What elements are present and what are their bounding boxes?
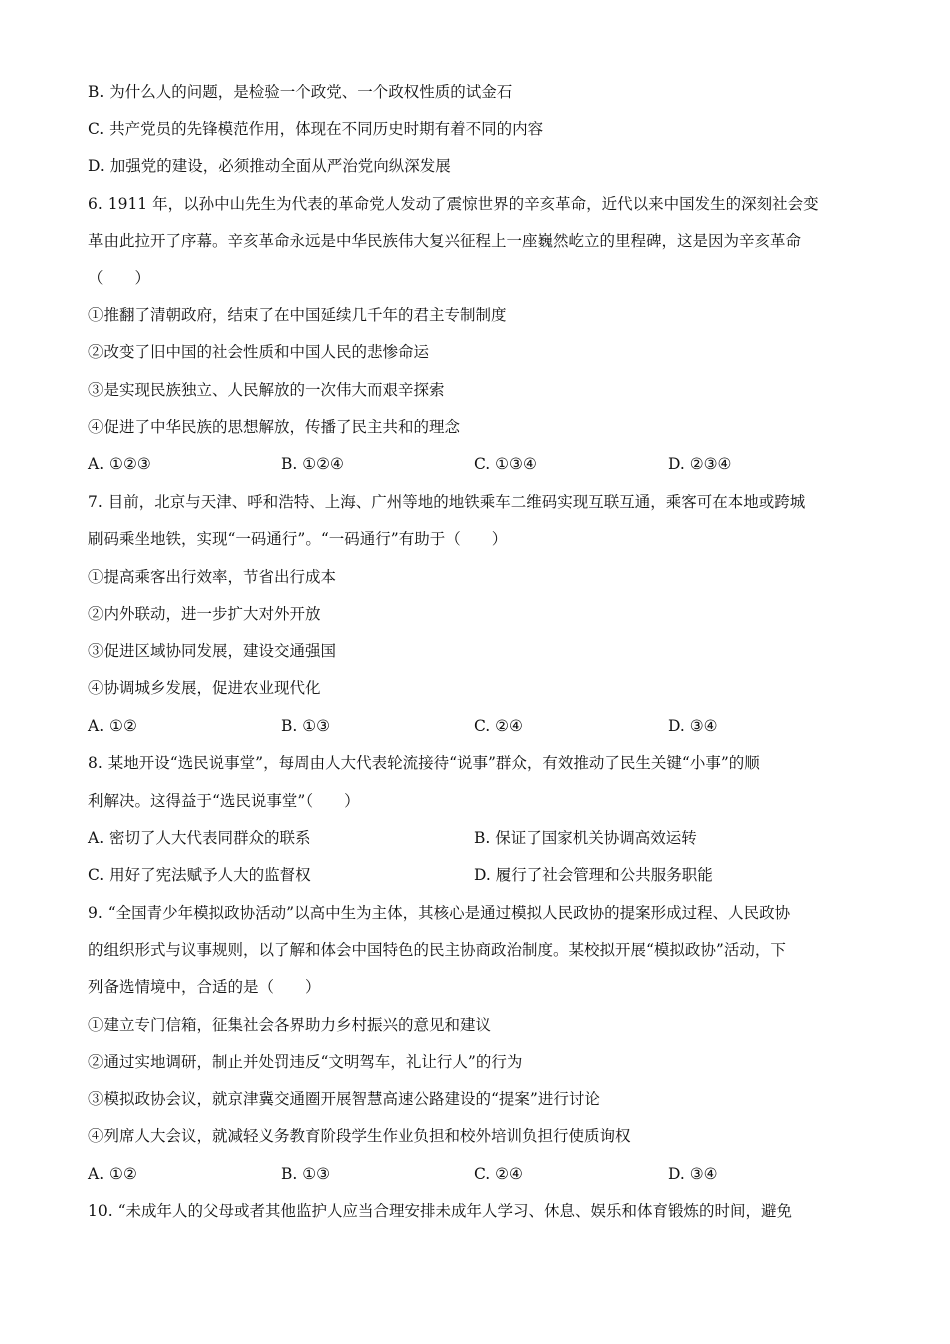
q10-stem-line-1: 10. “未成年人的父母或者其他监护人应当合理安排未成年人学习、休息、娱乐和体育锻炼的时间，避免 [88, 1202, 793, 1220]
q9-option-a: A. ①② [88, 1165, 137, 1183]
q9-option-c: C. ②④ [474, 1165, 523, 1183]
q7-option-a: A. ①② [88, 717, 137, 735]
q6-option-b: B. ①②④ [281, 455, 344, 473]
q5-option-b: B. 为什么人的问题，是检验一个政党、一个政权性质的试金石 [88, 83, 513, 101]
q8-option-d: D. 履行了社会管理和公共服务职能 [474, 866, 713, 884]
q7-option-d: D. ③④ [668, 717, 718, 735]
q9-statement-4: ④列席人大会议，就减轻义务教育阶段学生作业负担和校外培训负担行使质询权 [88, 1127, 631, 1145]
q5-option-d: D. 加强党的建设，必须推动全面从严治党向纵深发展 [88, 157, 451, 175]
q6-statement-4: ④促进了中华民族的思想解放，传播了民主共和的理念 [88, 418, 461, 436]
q6-option-a: A. ①②③ [88, 455, 151, 473]
q7-option-b: B. ①③ [281, 717, 331, 735]
q6-statement-2: ②改变了旧中国的社会性质和中国人民的悲惨命运 [88, 343, 430, 361]
q9-statement-3: ③模拟政协会议，就京津冀交通圈开展智慧高速公路建设的“提案”进行讨论 [88, 1090, 600, 1108]
q5-option-c: C. 共产党员的先锋模范作用，体现在不同历史时期有着不同的内容 [88, 120, 544, 138]
q8-option-a: A. 密切了人大代表同群众的联系 [88, 829, 311, 847]
q9-stem-line-2: 的组织形式与议事规则，以了解和体会中国特色的民主协商政治制度。某校拟开展“模拟政协”活动，下 [88, 941, 786, 959]
q6-stem-line-2: 革由此拉开了序幕。辛亥革命永远是中华民族伟大复兴征程上一座巍然屹立的里程碑，这是因为辛亥革命 [88, 232, 802, 250]
q8-stem-line-1: 8. 某地开设“选民说事堂”，每周由人大代表轮流接待“说事”群众，有效推动了民生关键“小事”的顺 [88, 754, 760, 772]
q6-statement-1: ①推翻了清朝政府，结束了在中国延续几千年的君主专制制度 [88, 306, 507, 324]
q9-option-d: D. ③④ [668, 1165, 718, 1183]
q7-statement-4: ④协调城乡发展，促进农业现代化 [88, 679, 321, 697]
q6-stem-line-1: 6. 1911 年，以孙中山先生为代表的革命党人发动了震惊世界的辛亥革命，近代以来中国发生的深刻社会变 [88, 195, 819, 213]
q7-stem-line-2: 刷码乘坐地铁，实现“一码通行”。“一码通行”有助于（ ） [88, 530, 508, 548]
q8-option-b: B. 保证了国家机关协调高效运转 [474, 829, 697, 847]
q8-stem-line-2: 利解决。这得益于“选民说事堂”（ ） [88, 792, 360, 810]
q9-stem-line-1: 9. “全国青少年模拟政协活动”以高中生为主体，其核心是通过模拟人民政协的提案形成过程、人民政协 [88, 904, 791, 922]
q7-stem-line-1: 7. 目前，北京与天津、呼和浩特、上海、广州等地的地铁乘车二维码实现互联互通，乘客可在本地或跨城 [88, 493, 806, 511]
q6-option-d: D. ②③④ [668, 455, 732, 473]
q9-statement-2: ②通过实地调研，制止并处罚违反“文明驾车，礼让行人”的行为 [88, 1053, 523, 1071]
q7-statement-2: ②内外联动，进一步扩大对外开放 [88, 605, 321, 623]
q6-stem-line-3: （ ） [88, 269, 151, 287]
q8-option-c: C. 用好了宪法赋予人大的监督权 [88, 866, 311, 884]
q9-option-b: B. ①③ [281, 1165, 331, 1183]
q6-statement-3: ③是实现民族独立、人民解放的一次伟大而艰辛探索 [88, 381, 445, 399]
q7-option-c: C. ②④ [474, 717, 523, 735]
q9-stem-line-3: 列备选情境中，合适的是（ ） [88, 978, 321, 996]
q7-statement-1: ①提高乘客出行效率，节省出行成本 [88, 568, 337, 586]
q9-statement-1: ①建立专门信箱，征集社会各界助力乡村振兴的意见和建议 [88, 1016, 492, 1034]
q6-option-c: C. ①③④ [474, 455, 537, 473]
q7-statement-3: ③促进区域协同发展，建设交通强国 [88, 642, 337, 660]
